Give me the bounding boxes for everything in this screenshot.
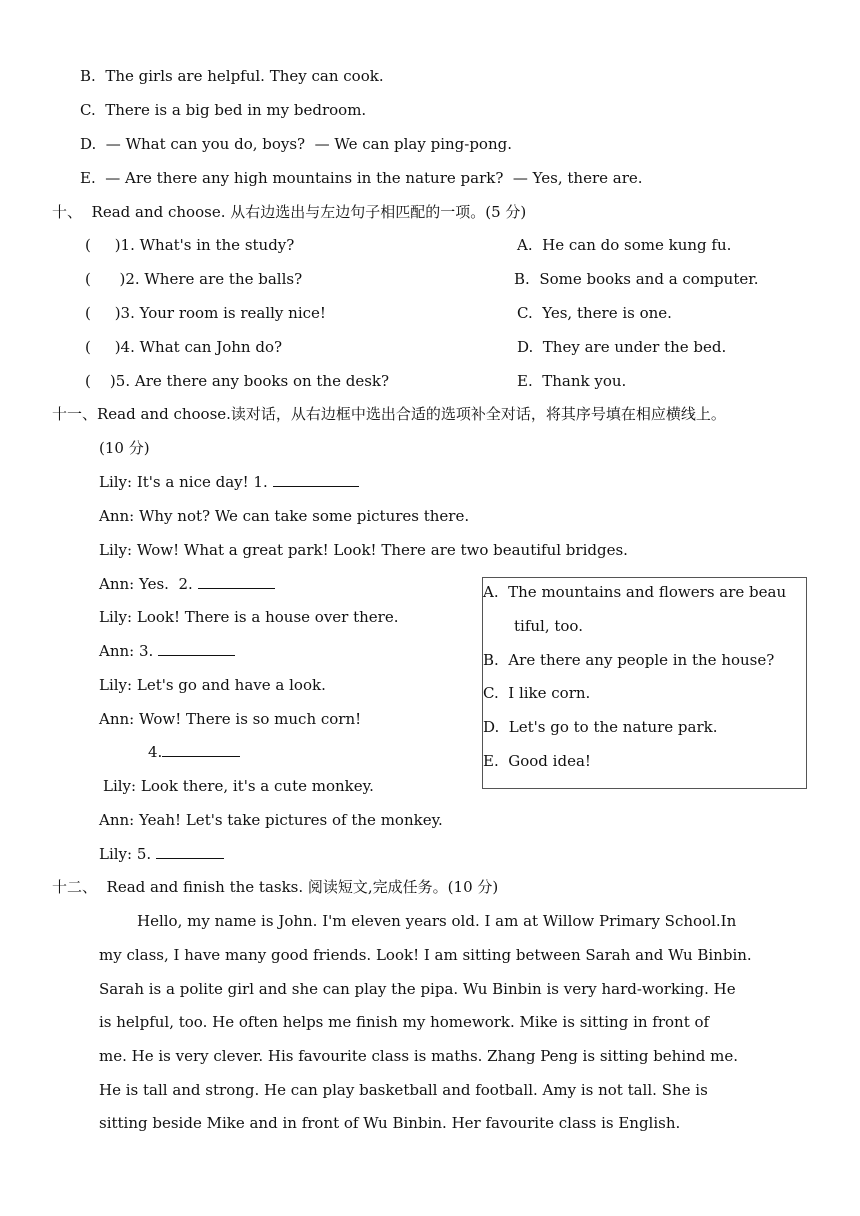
option-b: B. The girls are helpful. They can cook. — [80, 67, 384, 85]
s10-question-4: ( )4. What can John do? — [85, 338, 283, 356]
section-12-heading: 十二、 Read and finish the tasks. 阅读短文,完成任务。(10 分) — [52, 878, 499, 896]
box-option-d: D. Let's go to the nature park. — [483, 718, 718, 736]
dialogue-line-12 — [99, 844, 224, 864]
dialogue-line-10: Lily: Look there, it's a cute monkey. — [103, 777, 374, 795]
option-e: E. — Are there any high mountains in the nature park? — Yes, there are. — [80, 169, 643, 187]
answer-blank-1[interactable] — [273, 472, 359, 487]
s10-question-2: ( )2. Where are the balls? — [85, 270, 303, 288]
dialogue-line-1 — [99, 472, 359, 492]
dialogue-line-11: Ann: Yeah! Let's take pictures of the monkey. — [99, 811, 443, 829]
s10-answer-e: E. Thank you. — [517, 372, 627, 390]
dialogue-line-8: Ann: Wow! There is so much corn! — [99, 710, 362, 728]
answer-blank-3[interactable] — [158, 641, 235, 656]
dialogue-text: Ann: 3. — [99, 642, 159, 660]
s10-answer-b: B. Some books and a computer. — [514, 270, 759, 288]
box-option-a-cont: tiful, too. — [514, 617, 583, 635]
option-c: C. There is a big bed in my bedroom. — [80, 101, 367, 119]
option-d: D. — What can you do, boys? — We can play ping-pong. — [80, 135, 512, 153]
paragraph-line-5: me. He is very clever. His favourite class is maths. Zhang Peng is sitting behind me. — [99, 1047, 739, 1065]
dialogue-line-3: Lily: Wow! What a great park! Look! There are two beautiful bridges. — [99, 541, 628, 559]
paragraph-line-4: is helpful, too. He often helps me finish my homework. Mike is sitting in front of — [99, 1013, 710, 1031]
answer-blank-5[interactable] — [156, 844, 224, 859]
box-option-b: B. Are there any people in the house? — [483, 651, 775, 669]
dialogue-line-7: Lily: Let's go and have a look. — [99, 676, 326, 694]
answer-blank-2[interactable] — [198, 574, 275, 589]
dialogue-text: Ann: Yes. 2. — [99, 575, 198, 593]
dialogue-text: Lily: It's a nice day! 1. — [99, 473, 273, 491]
dialogue-line-4 — [99, 574, 275, 594]
s10-question-3: ( )3. Your room is really nice! — [85, 304, 326, 322]
section-11-heading: 十一、Read and choose.读对话，从右边框中选出合适的选项补全对话，将其序号填在相应横线上。 — [52, 405, 726, 423]
s10-question-1: ( )1. What's in the study? — [85, 236, 295, 254]
section-10-heading: 十、 Read and choose. 从右边选出与左边句子相匹配的一项。(5 分) — [52, 203, 527, 221]
s10-question-5: ( )5. Are there any books on the desk? — [85, 372, 390, 390]
paragraph-line-3: Sarah is a polite girl and she can play the pipa. Wu Binbin is very hard-working. He — [99, 980, 736, 998]
s10-answer-d: D. They are under the bed. — [517, 338, 727, 356]
dialogue-line-6 — [99, 641, 235, 661]
dialogue-line-2: Ann: Why not? We can take some pictures there. — [99, 507, 470, 525]
options-box — [482, 577, 807, 789]
box-option-a: A. The mountains and flowers are beau — [483, 583, 787, 601]
answer-blank-4[interactable] — [162, 742, 240, 757]
paragraph-line-6: He is tall and strong. He can play basketball and football. Amy is not tall. She is — [99, 1081, 708, 1099]
paragraph-line-7: sitting beside Mike and in front of Wu Binbin. Her favourite class is English. — [99, 1114, 681, 1132]
box-option-e: E. Good idea! — [483, 752, 591, 770]
dialogue-text: 4. — [148, 743, 163, 761]
paragraph-line-1: Hello, my name is John. I'm eleven years old. I am at Willow Primary School.In — [137, 912, 737, 930]
dialogue-line-9 — [148, 742, 240, 762]
dialogue-line-5: Lily: Look! There is a house over there. — [99, 608, 399, 626]
s10-answer-c: C. Yes, there is one. — [517, 304, 672, 322]
dialogue-text: Lily: 5. — [99, 845, 156, 863]
paragraph-line-2: my class, I have many good friends. Look! I am sitting between Sarah and Wu Binbin. — [99, 946, 752, 964]
section-11-points: (10 分) — [99, 439, 150, 457]
box-option-c: C. I like corn. — [483, 684, 591, 702]
s10-answer-a: A. He can do some kung fu. — [517, 236, 732, 254]
